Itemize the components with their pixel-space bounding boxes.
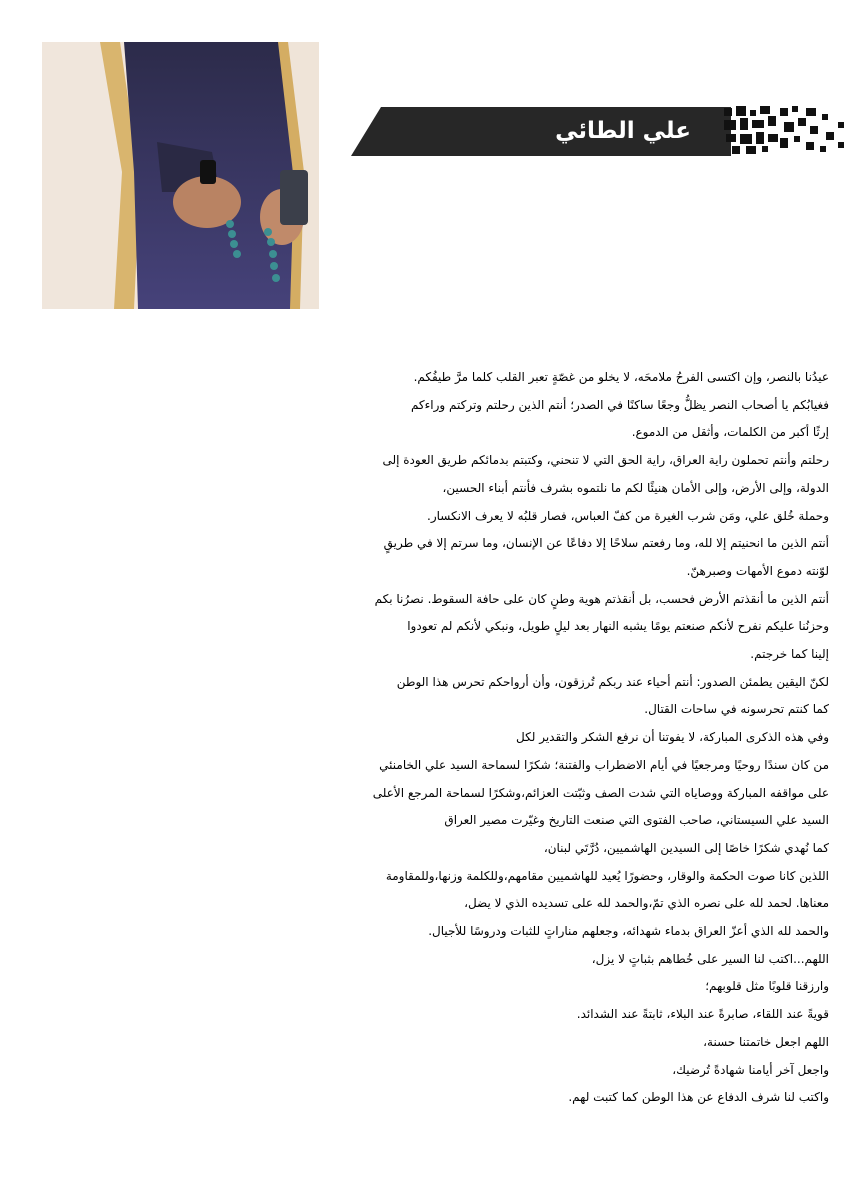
article-line: كما نُهدي شكرًا خاصًا إلى السيدين الهاشميين، دُرَّتَي لبنان، — [543, 840, 829, 855]
article-line: وارزقنا قلوبًا مثل قلوبهم؛ — [705, 979, 829, 994]
portrait-illustration — [42, 42, 319, 309]
article-line: الدولة، وإلى الأرض، وإلى الأمان هنيئًا لكم ما نلتموه بشرف فأنتم أبناء الحسين، — [442, 480, 829, 495]
article-line: واكتب لنا شرف الدفاع عن هذا الوطن كما كتبت لهم. — [568, 1090, 829, 1105]
article-line: والحمد لله الذي أعزّ العراق بدماء شهدائه، وجعلهم مناراتٍ للثبات ودروسًا للأجيال. — [428, 924, 829, 939]
article-line: اللذين كانا صوت الحكمة والوقار، وحضورًا يُعيد للهاشميين مقامهم،وللكلمة وزنها،وللمقاومة — [385, 868, 829, 883]
article-body — [0, 364, 829, 1112]
pixel-pattern-icon — [722, 104, 848, 160]
article-line: أنتم الذين ما انحنيتم إلا لله، وما رفعتم سلاحًا إلا دفاعًا عن الإنسان، وما سرتم إلا في طريقٍ — [383, 536, 829, 551]
article-line: عيدُنا بالنصر، وإن اكتسى الفرحُ ملامحَه، لا يخلو من غصّةٍ تعبر القلب كلما مرَّ طيفُكم. — [413, 370, 829, 384]
article-line: على مواقفه المباركة ووصاياه التي شدت الصف وثبّتت العزائم،وشكرًا لسماحة المرجع الأعلى — [372, 785, 829, 800]
portrait-photo — [42, 42, 319, 309]
article-line: اللهم...اكتب لنا السير على خُطاهم بثباتٍ لا يزل، — [591, 951, 829, 966]
article-line: اللهم اجعل خاتمتنا حسنة، — [703, 1034, 829, 1049]
article-line: السيد علي السيستاني، صاحب الفتوى التي صنعت التاريخ وغيّرت مصير العراق — [444, 813, 829, 828]
article-line: لوّنته دموع الأمهات وصبرهنّ. — [686, 563, 829, 578]
article-line: لكنّ اليقين يطمئن الصدور: أنتم أحياء عند ربكم تُرزقون، وأن أرواحكم تحرس هذا الوطن — [396, 674, 829, 689]
article-line: كما كنتم تحرسونه في ساحات القتال. — [644, 702, 829, 717]
article-line: وفي هذه الذكرى المباركة، لا يفوتنا أن نرفع الشكر والتقدير لكل — [516, 730, 829, 745]
article-line: إرثًا أكبر من الكلمات، وأثقل من الدموع. — [631, 425, 829, 440]
article-line: من كان سندًا روحيًا ومرجعيًا في أيام الاضطراب والفتنة؛ شكرًا لسماحة السيد علي الخامنئي — [379, 757, 829, 772]
article-line: إلينا كما خرجتم. — [750, 647, 829, 662]
article-line: وحزنُنا عليكم نفرح لأنكم صنعتم يومًا يشبه النهار بعد ليلٍ طويل، ونبكي لأنكم لم تعودوا — [407, 619, 829, 634]
author-name-bar — [351, 107, 731, 156]
article-line: معناها. لحمد لله على نصره الذي تمّ،والحمد لله على تسديده الذي لا يضل، — [464, 896, 829, 911]
author-name: علي الطائي — [555, 118, 691, 144]
article-line: أنتم الذين ما أنقذتم الأرض فحسب، بل أنقذتم هوية وطنٍ كان على حافة السقوط. نصرُنا بكم — [374, 591, 829, 606]
article-line: رحلتم وأنتم تحملون راية العراق، راية الحق التي لا تنحني، وكتبتم بدمائكم طريق العودة إلى — [382, 453, 829, 468]
article-line: قويةً عند اللقاء، صابرةً عند البلاء، ثابتةً عند الشدائد. — [576, 1007, 829, 1022]
article-line: وحملة خُلق علي، ومَن شرب الغيرة من كفّ العباس، فصار قلبُه لا يعرف الانكسار. — [427, 508, 829, 523]
article-line: واجعل آخر أيامنا شهادةً تُرضيك، — [672, 1062, 829, 1077]
article-line: فغيابُكم يا أصحاب النصر يظلُّ وجعًا ساكنًا في الصدر؛ أنتم الذين رحلتم وتركتم وراءكم — [410, 397, 829, 412]
